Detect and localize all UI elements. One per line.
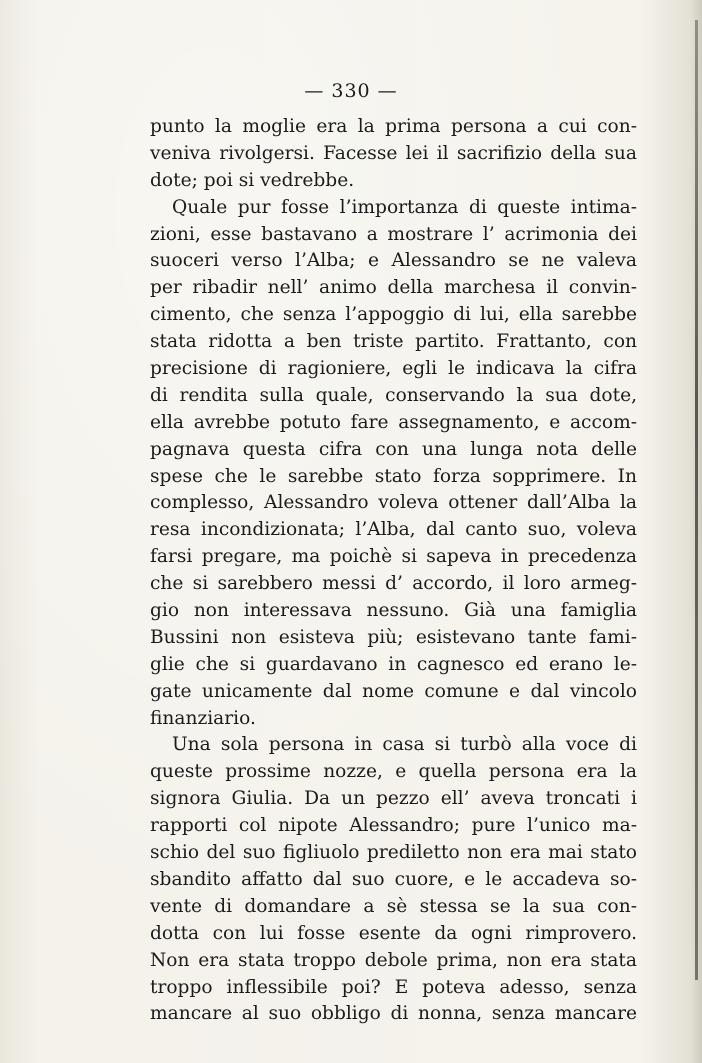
text-line: punto la moglie era la prima persona a cui con- [150, 116, 637, 137]
text-line: queste prossime nozze, e quella persona era la [150, 761, 637, 783]
text-line: vente di domandare a sè stessa se la sua con- [150, 895, 637, 917]
text-line: troppo inflessibile poi? E poteva adesso, senza [150, 976, 637, 998]
text-line: complesso, Alessandro voleva ottener dall’Alba la [150, 492, 637, 514]
text-line: glie che si guardavano in cagnesco ed erano le- [150, 653, 637, 675]
text-line: gio non interessava nessuno. Già una famiglia [150, 600, 637, 622]
body-text [150, 114, 637, 1028]
text-line: mancare al suo obbligo di nonna, senza mancare [150, 1003, 637, 1025]
text-line: resa incondizionata; l’Alba, dal canto suo, voleva [150, 519, 637, 541]
text-line: precisione di ragioniere, egli le indicava la cifra [150, 358, 637, 380]
text-line: Una sola persona in casa si turbò alla voce di [172, 734, 637, 756]
text-line: zioni, esse bastavano a mostrare l’ acrimonia dei [150, 223, 637, 245]
page-binding-edge [695, 20, 698, 980]
text-line: di rendita sulla quale, conservando la sua dote, [150, 384, 637, 406]
text-line: finanziario. [150, 707, 256, 729]
text-line: ella avrebbe potuto fare assegnamento, e accom- [150, 411, 637, 433]
page-number: — 330 — [304, 80, 398, 102]
text-line: schio del suo figliuolo prediletto non era mai stato [150, 842, 637, 864]
text-line: signora Giulia. Da un pezzo ell’ aveva troncati i [150, 788, 637, 810]
text-line: dotta con lui fosse esente da ogni rimprovero. [150, 922, 637, 944]
text-line: Quale pur fosse l’importanza di queste intima- [172, 196, 637, 218]
text-line: Bussini non esisteva più; esistevano tante fami- [150, 626, 637, 648]
text-line: veniva rivolgersi. Facesse lei il sacrifizio della sua [150, 142, 637, 164]
text-line: per ribadir nell’ animo della marchesa il convin- [150, 277, 637, 299]
text-line: dote; poi si vedrebbe. [150, 169, 355, 191]
text-line: Non era stata troppo debole prima, non era stata [150, 949, 637, 971]
text-line: rapporti col nipote Alessandro; pure l’unico ma- [150, 815, 637, 837]
text-line: spese che le sarebbe stato forza sopprimere. In [150, 465, 637, 487]
text-line: che si sarebbero messi d’ accordo, il loro armeg- [150, 573, 637, 595]
text-line: farsi pregare, ma poichè si sapeva in precedenza [150, 546, 637, 568]
text-line: stata ridotta a ben triste partito. Frattanto, con [150, 331, 637, 353]
text-line: suoceri verso l’Alba; e Alessandro se ne valeva [150, 250, 637, 272]
text-line: gate unicamente dal nome comune e dal vincolo [150, 680, 637, 702]
text-line: cimento, che senza l’appoggio di lui, ella sarebbe [150, 304, 637, 326]
text-line: pagnava questa cifra con una lunga nota delle [150, 438, 637, 460]
text-line: sbandito affatto dal suo cuore, e le accadeva so- [150, 868, 637, 890]
